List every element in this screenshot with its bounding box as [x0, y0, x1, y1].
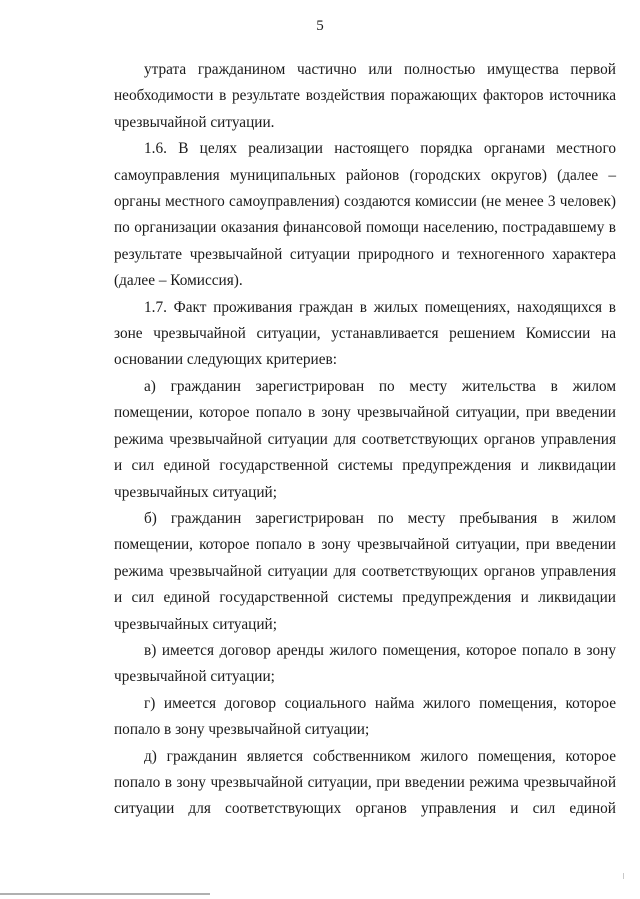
paragraph-1-6-commission: 1.6. В целях реализации настоящего порядка органами местного самоуправления муниципальных районов (городских округов) (далее – органы местного самоуправления) создаются комиссии (не менее 3 человек) по организации оказания финансовой помощи населению, пострадавшему в результате чрезвычайной ситуации природного и техногенного характера (далее – Комиссия). — [114, 140, 616, 290]
paragraph-criterion-d: д) гражданин является собственником жилого помещения, которое попало в зону чрезвычайной ситуации, при введении режима чрезвычайной ситуации для соответствующих органов управления и сил единой — [114, 747, 616, 818]
paragraph-criterion-g: г) имеется договор социального найма жилого помещения, которое попало в зону чрезвычайной ситуации; — [114, 694, 616, 739]
paragraph-criterion-v: в) имеется договор аренды жилого помещения, которое попало в зону чрезвычайной ситуации; — [114, 641, 616, 686]
paragraph-loss-of-property: утрата гражданином частично или полностью имущества первой необходимости в результате воздействия поражающих факторов источника чрезвычайной ситуации. — [114, 61, 616, 131]
paragraph-criterion-b: б) гражданин зарегистрирован по месту пребывания в жилом помещении, которое попало в зону чрезвычайной ситуации, при введении режима чрезвычайной ситуации для соответствующих органов управления и сил единой государственной системы предупреждения и ликвидации чрезвычайных ситуаций; — [114, 509, 616, 633]
scan-artifact-line — [0, 893, 210, 895]
document-body — [114, 57, 616, 823]
scan-artifact-tick — [623, 873, 624, 879]
paragraph-criterion-a: а) гражданин зарегистрирован по месту жительства в жилом помещении, которое попало в зону чрезвычайной ситуации, при введении режима чрезвычайной ситуации для соответствующих органов управления и сил единой государственной системы предупреждения и ликвидации чрезвычайных ситуаций; — [114, 377, 616, 501]
paragraph-1-7-residence-fact: 1.7. Факт проживания граждан в жилых помещениях, находящихся в зоне чрезвычайной ситуации, устанавливается решением Комиссии на основании следующих критериев: — [114, 298, 616, 369]
page-number: 5 — [316, 18, 324, 34]
